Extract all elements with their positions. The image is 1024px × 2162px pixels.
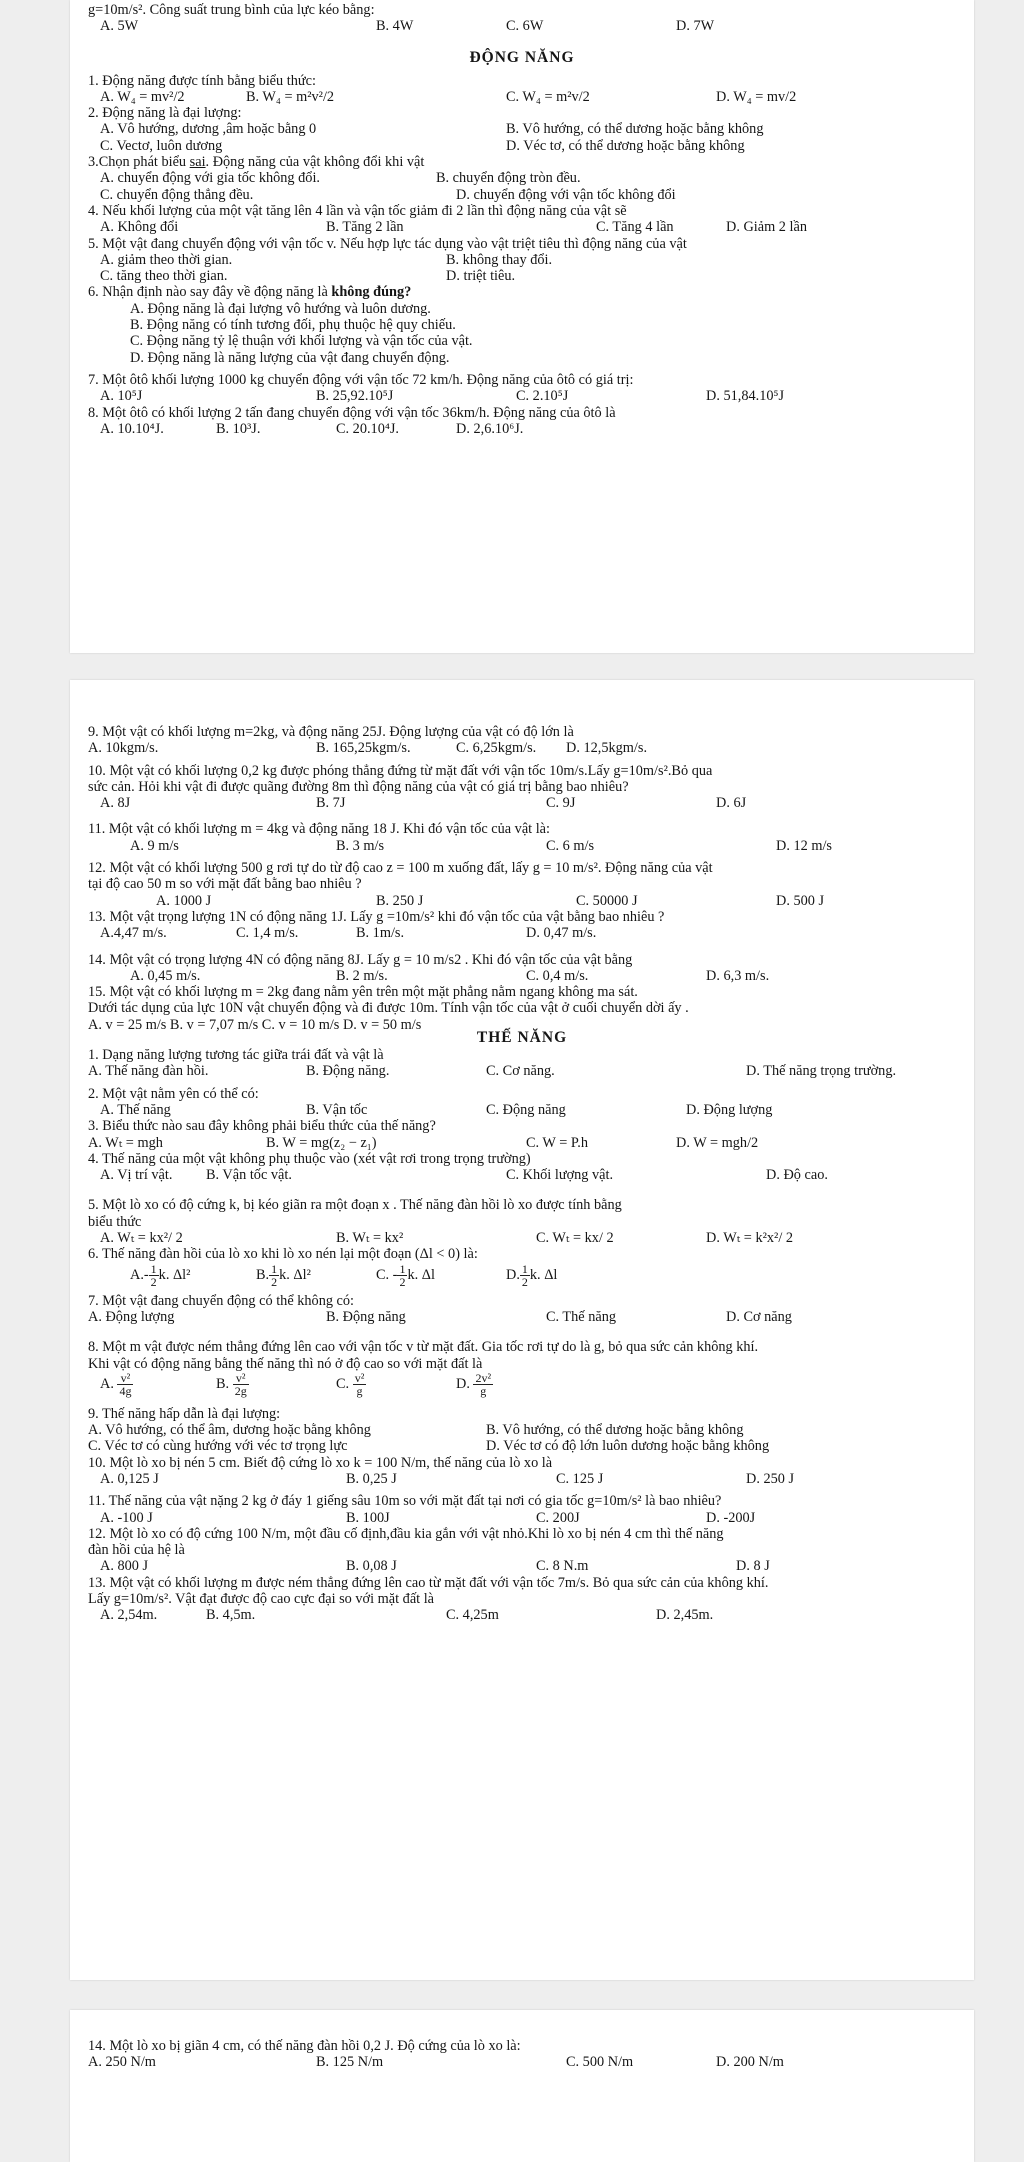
- option-a: A. chuyển động với gia tốc không đổi.: [100, 170, 320, 187]
- question-t1: 1. Dạng năng lượng tương tác giữa trái đất và vật là: [88, 1047, 384, 1064]
- answer-options: [88, 121, 956, 137]
- question-t6: 6. Thế năng đàn hồi của lò xo khi lò xo nén lại một đoạn (Δl < 0) là:: [88, 1246, 478, 1263]
- option-c: C. Véc tơ có cùng hướng với véc tơ trọng lực: [88, 1438, 348, 1455]
- answer-options: [88, 1135, 956, 1151]
- answer-options: [88, 1309, 956, 1325]
- question-t8: 8. Một m vật được ném thẳng đứng lên cao với vận tốc v từ mặt đất. Gia tốc rơi tự do là g, bỏ qua sức cản không khí.: [88, 1339, 759, 1356]
- option-a: A. 0,125 J: [100, 1470, 159, 1487]
- option-c: C. tăng theo thời gian.: [100, 268, 228, 285]
- option-a: A. Động lượng: [88, 1308, 175, 1325]
- option-d: D. 8 J: [736, 1558, 770, 1575]
- question-12-cont: tại độ cao 50 m so với mặt đất bằng bao nhiêu ?: [88, 876, 362, 893]
- option-a: A. 10kgm/s.: [88, 740, 159, 757]
- question-t5: 5. Một lò xo có độ cứng k, bị kéo giãn ra một đoạn x . Thế năng đàn hồi lò xo được tính bằng: [88, 1197, 622, 1214]
- option-d: D. Thế năng trọng trường.: [746, 1063, 897, 1080]
- question-t10: 10. Một lò xo bị nén 5 cm. Biết độ cứng lò xo k = 100 N/m, thế năng của lò xo là: [88, 1454, 553, 1471]
- option-b: B. $\frac{1}{2}$ k. Δl²: [256, 1261, 311, 1289]
- option-a: A. Vô hướng, dương ,âm hoặc bằng 0: [100, 121, 317, 138]
- fraction-half: $\frac{1}{2}$: [150, 1261, 157, 1289]
- option-c: C. 6 m/s: [546, 837, 595, 854]
- option-a: A. 5W: [100, 18, 139, 35]
- question-5: 5. Một vật đang chuyển động với vận tốc v. Nếu hợp lực tác dụng vào vật triệt tiêu thì động năng của vật: [88, 235, 687, 252]
- option-d: D. Động năng là năng lượng của vật đang chuyển động.: [130, 349, 450, 366]
- answer-options: [88, 1263, 956, 1293]
- option-b: B. Tăng 2 lần: [326, 219, 404, 236]
- option-a: A. 1000 J: [156, 892, 212, 909]
- section-title-dong-nang: ĐỘNG NĂNG: [469, 48, 575, 66]
- question-4: 4. Nếu khối lượng của một vật tăng lên 4 lần và vận tốc giảm đi 2 lần thì động năng của vật sẽ: [88, 202, 627, 219]
- answer-options: [88, 89, 956, 105]
- option-d: D. Véc tơ, có thể dương hoặc bằng không: [506, 137, 745, 154]
- option-c: C. chuyển động thẳng đều.: [100, 186, 254, 203]
- option-b: B. W = mg(z₂ − z₁): [266, 1134, 377, 1151]
- option-d: D. 500 J: [776, 892, 825, 909]
- option-b: B. Vô hướng, có thể dương hoặc bằng không: [506, 121, 764, 138]
- answer-options: [88, 187, 956, 203]
- option-c: C. 8 N.m: [536, 1558, 589, 1575]
- option-a: A. 800 J: [100, 1558, 149, 1575]
- option-a: A. 10.10⁴J.: [100, 420, 164, 437]
- option-c: C. - $\frac{1}{2}$ k. Δl: [376, 1261, 435, 1289]
- option-c: C. Khối lượng vật.: [506, 1167, 614, 1184]
- answer-options: [88, 925, 956, 941]
- option-d: D. Giảm 2 lần: [726, 219, 807, 236]
- option-b: B. Wₜ = kx²: [336, 1230, 404, 1247]
- option-c: C. 0,4 m/s.: [526, 967, 589, 984]
- option-d: D. 2,6.10⁶J.: [456, 420, 524, 437]
- document-page-1: [70, 0, 974, 653]
- option-a: A. 9 m/s: [130, 837, 179, 854]
- option-d: D. Độ cao.: [766, 1167, 828, 1184]
- option-a: A. 8J: [100, 795, 131, 812]
- answer-options: [88, 795, 956, 811]
- question-14: 14. Một vật có trọng lượng 4N có động năng 8J. Lấy g = 10 m/s2 . Khi đó vận tốc của vật bằng: [88, 951, 633, 968]
- option-b: B. 165,25kgm/s.: [316, 740, 411, 757]
- option-a: A.- $\frac{1}{2}$ k. Δl²: [130, 1261, 191, 1289]
- option-c: C. 200J: [536, 1509, 580, 1526]
- answer-options: [88, 219, 956, 235]
- answer-options: [88, 2054, 956, 2070]
- answer-options: [88, 1102, 956, 1118]
- question-15: 15. Một vật có khối lượng m = 2kg đang nằm yên trên một mặt phẳng nằm ngang không ma sát.: [88, 984, 638, 1001]
- answer-options: [88, 893, 956, 909]
- option-c: C. 1,4 m/s.: [236, 925, 299, 942]
- fraction-half: $\frac{1}{2}$: [399, 1261, 406, 1289]
- answer-options: [88, 1230, 956, 1246]
- option-a: A. Thế năng: [100, 1101, 171, 1118]
- answer-options: [88, 1438, 956, 1454]
- option-d: D. $\frac{1}{2}$ k. Δl: [506, 1261, 558, 1289]
- question-15-cont: Dưới tác dụng của lực 10N vật chuyển động và đi được 10m. Tính vận tốc của vật ở cuối chuyển dời ấy .: [88, 1000, 689, 1017]
- option-a: A. 10⁵J: [100, 388, 143, 405]
- fraction: $\frac{\text{2v²}}{g}$: [475, 1370, 492, 1398]
- answer-options: [88, 18, 956, 34]
- question-t13: 13. Một vật có khối lượng m được ném thẳng đứng lên cao từ mặt đất với vận tốc 7m/s. Bỏ qua sức cản của không khí.: [88, 1574, 769, 1591]
- answer-options: [88, 1063, 956, 1079]
- option-c: C. 2.10⁵J: [516, 388, 569, 405]
- option-d: D. 6,3 m/s.: [706, 967, 770, 984]
- answer-options: [88, 968, 956, 984]
- emphasis-khong-dung: không đúng?: [331, 284, 412, 301]
- option-d: D. Cơ năng: [726, 1308, 792, 1325]
- question-t14: 14. Một lò xo bị giãn 4 cm, có thế năng đàn hồi 0,2 J. Độ cứng của lò xo là:: [88, 2038, 521, 2054]
- question-t8-cont: Khi vật có động năng bằng thế năng thì nó ở độ cao so với mặt đất là: [88, 1355, 483, 1372]
- question-t13-cont: Lấy g=10m/s². Vật đạt được độ cao cực đại so với mặt đất là: [88, 1591, 435, 1608]
- answer-options: [88, 1510, 956, 1526]
- answer-options: [88, 1471, 956, 1487]
- option-a: A. 250 N/m: [88, 2054, 156, 2071]
- option-c: C. Động năng tỷ lệ thuận với khối lượng và vận tốc của vật.: [130, 333, 473, 350]
- option-a: A. $\frac{\text{v²}}{4g}$: [100, 1370, 132, 1398]
- section-title-the-nang: THẾ NĂNG: [476, 1029, 568, 1047]
- option-c: C. Cơ năng.: [486, 1063, 555, 1080]
- option-b: B. Vận tốc: [306, 1101, 368, 1118]
- option-b: B. 100J: [346, 1509, 390, 1526]
- question-t12: 12. Một lò xo có độ cứng 100 N/m, một đầu cố định,đầu kia gắn với vật nhỏ.Khi lò xo bị nén 4 cm thì thế năng: [88, 1525, 724, 1542]
- option-b: B. W₄ = m²v²/2: [246, 88, 335, 105]
- option-b: B. Vận tốc vật.: [206, 1167, 292, 1184]
- question-t5-cont: biểu thức: [88, 1213, 142, 1230]
- option-c: C. 20.10⁴J.: [336, 420, 399, 437]
- question-1: 1. Động năng được tính bằng biểu thức:: [88, 72, 316, 89]
- question-9: 9. Một vật có khối lượng m=2kg, và động năng 25J. Động lượng của vật có độ lớn là: [88, 724, 574, 740]
- option-b: B. 25,92.10⁵J: [316, 388, 394, 405]
- document-page-2: [70, 680, 974, 1980]
- option-c: C. 6,25kgm/s.: [456, 740, 537, 757]
- option-a: A. Vô hướng, có thể âm, dương hoặc bằng không: [88, 1422, 371, 1439]
- option-c: C. Vectơ, luôn dương: [100, 137, 223, 154]
- answer-options: [88, 421, 956, 437]
- option-c: C. 9J: [546, 795, 576, 812]
- option-a: A. Không đổi: [100, 219, 179, 236]
- option-d: D. Véc tơ có độ lớn luôn dương hoặc bằng không: [486, 1438, 770, 1455]
- question-2: 2. Động năng là đại lượng:: [88, 105, 242, 122]
- option-d: D. 200 N/m: [716, 2054, 784, 2071]
- option-c: C. 6W: [506, 18, 544, 35]
- answer-options: [88, 138, 956, 154]
- option-c: C. W = P.h: [526, 1134, 588, 1151]
- question-6: 6. Nhận định nào say đây về động năng là không đúng?: [88, 284, 412, 301]
- option-c: C. Thế năng: [546, 1308, 617, 1325]
- option-c: C. 500 N/m: [566, 2054, 634, 2071]
- option-b: B. 10³J.: [216, 420, 261, 437]
- option-d: D. 51,84.10⁵J: [706, 388, 785, 405]
- option-c: C. W₄ = m²v/2: [506, 88, 590, 105]
- answer-options: [88, 170, 956, 186]
- option-d: D. 12 m/s: [776, 837, 833, 854]
- option-a: A. Thế năng đàn hồi.: [88, 1063, 209, 1080]
- option-a: A. W₄ = mv²/2: [100, 88, 185, 105]
- question-text: g=10m/s². Công suất trung bình của lực kéo bằng:: [88, 2, 375, 18]
- option-b: B. 0,08 J: [346, 1558, 397, 1575]
- option-a: A.4,47 m/s.: [100, 925, 167, 942]
- option-b: B. 0,25 J: [346, 1470, 397, 1487]
- option-b: B. không thay đổi.: [446, 251, 553, 268]
- option-c: C. 4,25m: [446, 1607, 499, 1624]
- fraction: $\frac{\text{v²}}{g}$: [354, 1370, 365, 1398]
- option-a: A. 0,45 m/s.: [130, 967, 201, 984]
- answer-options: [88, 1607, 956, 1623]
- option-d: D. 12,5kgm/s.: [566, 740, 648, 757]
- option-d: D. $\frac{\text{2v²}}{g}$: [456, 1370, 492, 1398]
- option-b: B. 3 m/s: [336, 837, 385, 854]
- option-b: B. 1m/s.: [356, 925, 405, 942]
- answer-options: [88, 838, 956, 854]
- answer-options: [88, 1372, 956, 1406]
- question-8: 8. Một ôtô có khối lượng 2 tấn đang chuyển động với vận tốc 36km/h. Động năng của ôtô là: [88, 404, 616, 421]
- question-t7: 7. Một vật đang chuyển động có thể không có:: [88, 1292, 355, 1309]
- answer-options: [88, 740, 956, 756]
- option-b: B. 250 J: [376, 892, 424, 909]
- question-10: 10. Một vật có khối lượng 0,2 kg được phóng thẳng đứng từ mặt đất với vận tốc 10m/s.Lấy g=10m/s².Bỏ qua: [88, 762, 713, 779]
- question-3: 3.Chọn phát biểu sai. Động năng của vật không đổi khi vật: [88, 154, 425, 171]
- option-b: B. 4,5m.: [206, 1607, 256, 1624]
- fraction: $\frac{\text{v²}}{2g}$: [234, 1370, 247, 1398]
- answer-options: [88, 388, 956, 404]
- option-d: D. -200J: [706, 1509, 756, 1526]
- option-b: B. 7J: [316, 795, 346, 812]
- question-t3: 3. Biểu thức nào sau đây không phải biểu thức của thế năng?: [88, 1118, 436, 1135]
- option-c: C. 125 J: [556, 1470, 604, 1487]
- option-b: B. $\frac{\text{v²}}{2g}$: [216, 1370, 247, 1398]
- option-a: A. Động năng là đại lượng vô hướng và luôn dương.: [130, 300, 431, 317]
- option-a: A. Wₜ = mgh: [88, 1134, 163, 1151]
- question-t4: 4. Thế năng của một vật không phụ thuộc vào (xét vật rơi trong trọng trường): [88, 1150, 531, 1167]
- option-c: C. 50000 J: [576, 892, 638, 909]
- fraction-half: $\frac{1}{2}$: [271, 1261, 278, 1289]
- option-d: D. 7W: [676, 18, 715, 35]
- option-b: B. Động năng: [326, 1308, 406, 1325]
- option-c: C. $\frac{\text{v²}}{g}$: [336, 1370, 365, 1398]
- option-d: D. W = mgh/2: [676, 1134, 759, 1151]
- option-d: D. triệt tiêu.: [446, 268, 516, 285]
- option-c: C. Wₜ = kx/ 2: [536, 1230, 614, 1247]
- answer-options: [88, 252, 956, 268]
- option-d: D. chuyển động với vận tốc không đổi: [456, 186, 676, 203]
- fraction: $\frac{\text{v²}}{4g}$: [119, 1370, 132, 1398]
- option-d: D. Động lượng: [686, 1101, 773, 1118]
- option-c: C. Tăng 4 lần: [596, 219, 674, 236]
- option-b: B. 2 m/s.: [336, 967, 388, 984]
- option-b: B. 125 N/m: [316, 2054, 384, 2071]
- question-13: 13. Một vật trọng lượng 1N có động năng 1J. Lấy g =10m/s² khi đó vận tốc của vật bằng bao nhiêu ?: [88, 908, 665, 925]
- option-d: D. W₄ = mv/2: [716, 88, 797, 105]
- option-b: B. Động năng có tính tương đối, phụ thuộc hệ quy chiếu.: [130, 317, 456, 334]
- option-b: B. Vô hướng, có thể dương hoặc bằng không: [486, 1422, 744, 1439]
- document-page-3: [70, 2010, 974, 2162]
- option-d: D. 2,45m.: [656, 1607, 714, 1624]
- emphasis-sai: sai: [189, 154, 206, 171]
- option-a: A. Wₜ = kx²/ 2: [100, 1230, 183, 1247]
- option-a: A. -100 J: [100, 1509, 153, 1526]
- option-b: B. chuyển động tròn đều.: [436, 170, 581, 187]
- question-7: 7. Một ôtô khối lượng 1000 kg chuyển động với vận tốc 72 km/h. Động năng của ôtô có giá trị:: [88, 371, 634, 388]
- fraction-half: $\frac{1}{2}$: [521, 1261, 528, 1289]
- option-a: A. giảm theo thời gian.: [100, 251, 233, 268]
- option-d: D. 6J: [716, 795, 747, 812]
- option-b: B. Động năng.: [306, 1063, 390, 1080]
- option-b: B. 4W: [376, 18, 414, 35]
- question-10-cont: sức cản. Hỏi khi vật đi được quãng đường 8m thì động năng của vật có giá trị bằng bao nhiêu?: [88, 778, 629, 795]
- question-t9: 9. Thế năng hấp dẫn là đại lượng:: [88, 1405, 281, 1422]
- option-c: C. Động năng: [486, 1101, 566, 1118]
- question-t12-cont: đàn hồi của hệ là: [88, 1542, 185, 1559]
- answer-options: [88, 1167, 956, 1183]
- option-a: A. Vị trí vật.: [100, 1167, 173, 1184]
- answer-options: [88, 1422, 956, 1438]
- option-d: D. 250 J: [746, 1470, 795, 1487]
- answer-options: A. v = 25 m/s B. v = 7,07 m/s C. v = 10 m/s D. v = 50 m/s: [88, 1016, 422, 1033]
- question-11: 11. Một vật có khối lượng m = 4kg và động năng 18 J. Khi đó vận tốc của vật là:: [88, 821, 551, 838]
- question-12: 12. Một vật có khối lượng 500 g rơi tự do từ độ cao z = 100 m xuống đất, lấy g = 10 m/s². Động năng của vật: [88, 860, 713, 877]
- option-a: A. 2,54m.: [100, 1607, 158, 1624]
- option-d: D. Wₜ = k²x²/ 2: [706, 1230, 794, 1247]
- answer-options: [88, 1558, 956, 1574]
- option-d: D. 0,47 m/s.: [526, 925, 597, 942]
- answer-options: [88, 268, 956, 284]
- question-t2: 2. Một vật nằm yên có thể có:: [88, 1085, 259, 1102]
- question-t11: 11. Thế năng của vật nặng 2 kg ở đáy 1 giếng sâu 10m so với mặt đất tại nơi có gia tốc g=10m/s² là bao nhiêu?: [88, 1493, 722, 1510]
